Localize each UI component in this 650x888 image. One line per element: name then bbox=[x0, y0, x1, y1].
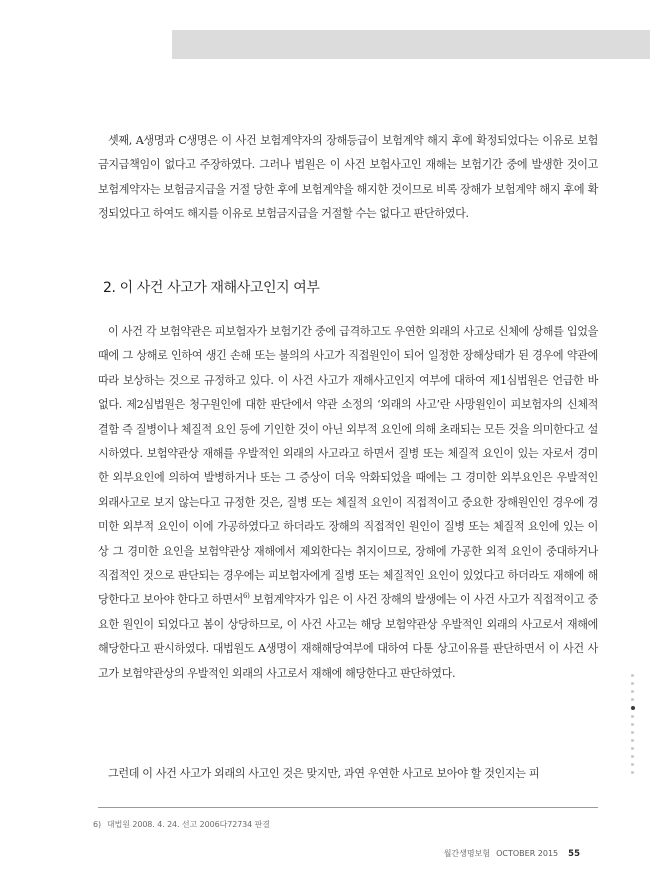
nav-dot bbox=[631, 715, 634, 718]
body-paragraph-2-part-2: 보험계약자가 입은 이 사건 장해의 발생에는 이 사건 사고가 직접적이고 중요한 원인이 되었다고 봄이 상당하므로, 이 사건 사고는 해당 보험약관상 우발적인 외래의 사고로서 재해에 해당한다고 판시하였다. 대법원도 A생명이 재해해당여부에 대하여 다툰 상고이유를 판단하면서 이 사건 사고가 보험약관상의 우발적인 외래의 사고로서 재해에 해당한다고 판단하였다. bbox=[98, 593, 598, 680]
page-dot-navigation bbox=[631, 674, 635, 779]
nav-dot bbox=[631, 698, 634, 701]
nav-dot-active bbox=[631, 706, 635, 710]
nav-dot bbox=[631, 739, 634, 742]
nav-dot bbox=[631, 674, 634, 677]
nav-dot bbox=[631, 771, 634, 774]
issue-date: OCTOBER 2015 bbox=[496, 849, 559, 858]
publication-name: 월간생명보험 bbox=[443, 849, 491, 858]
footnote-number: 6) bbox=[93, 820, 102, 829]
footnote-reference[interactable]: 6) bbox=[243, 592, 250, 601]
page-footer bbox=[444, 848, 580, 859]
nav-dot bbox=[631, 690, 634, 693]
footnote bbox=[93, 819, 270, 830]
body-paragraph-1: 셋째, A생명과 C생명은 이 사건 보험계약자의 장해등급이 보험계약 해지 후에 확정되었다는 이유로 보험금지급책임이 없다고 주장하였다. 그러나 법원은 이 사건 보험사고인 재해는 보험기간 중에 발생한 것이고 보험계약자는 보험금지급을 거절 당한 후에 보험계약을 해지한 것이므로 비록 장해가 보험계약 해지 후에 확정되었다고 하여도 해지를 이유로 보험금지급을 거절할 수는 없다고 판단하였다. bbox=[98, 134, 598, 221]
footnote-divider bbox=[98, 807, 598, 808]
nav-dot bbox=[631, 731, 634, 734]
header-band bbox=[172, 30, 650, 59]
body-paragraph-2-part-1: 이 사건 각 보험약관은 피보험자가 보험기간 중에 급격하고도 우연한 외래의 사고로 신체에 상해를 입었을 때에 그 상해로 인하여 생긴 손해 또는 불의의 사고가 직접원인이 되어 일정한 장해상태가 된 경우에 약관에 따라 보상하는 것으로 규정하고 있다. 이 사건 사고가 재해사고인지 여부에 대하여 제1심법원은 언급한 바 없다. 제2심법원은 청구원인에 대한 판단에서 약관 소정의 ‘외래의 사고’란 사망원인이 피보험자의 신체적 결함 즉 질병이나 체질적 요인 등에 기인한 것이 아닌 외부적 요인에 의해 초래되는 모든 것을 의미한다고 설시하였다. 보험약관상 재해를 우발적인 외래의 사고라고 하면서 질병 또는 체질적 요인이 있는 자로서 경미한 외부요인에 의하여 발병하거나 또는 그 증상이 더욱 악화되었을 때에는 그 경미한 외부요인은 우발적인 외래사고로 보지 않는다고 규정한 것은, 질병 또는 체질적 요인이 직접적이고 중요한 장해원인인 경우에 경미한 외부적 요인이 이에 가공하였다고 하더라도 장해의 직접적인 원인이 질병 또는 체질적 요인에 있는 이상 그 경미한 요인을 보험약관상 재해에서 제외한다는 취지이므로, 장해에 가공한 외적 요인이 중대하거나 직접적인 것으로 판단되는 경우에는 피보험자에게 질병 또는 체질적인 요인이 있었다고 하더라도 재해에 해당한다고 보아야 한다고 하면서 bbox=[98, 325, 598, 607]
footnote-text: 대법원 2008. 4. 24. 선고 2006다72734 판결 bbox=[107, 820, 270, 829]
body-paragraph-3: 그런데 이 사건 사고가 외래의 사고인 것은 맞지만, 과연 우연한 사고로 보아야 할 것인지는 피 bbox=[108, 767, 540, 780]
section-heading: 2. 이 사건 사고가 재해사고인지 여부 bbox=[103, 280, 320, 296]
nav-dot bbox=[631, 723, 634, 726]
nav-dot bbox=[631, 682, 634, 685]
nav-dot bbox=[631, 747, 634, 750]
nav-dot bbox=[631, 763, 634, 766]
nav-dot bbox=[631, 755, 634, 758]
page-number: 55 bbox=[568, 849, 580, 859]
body-paragraph-2 bbox=[98, 320, 598, 686]
